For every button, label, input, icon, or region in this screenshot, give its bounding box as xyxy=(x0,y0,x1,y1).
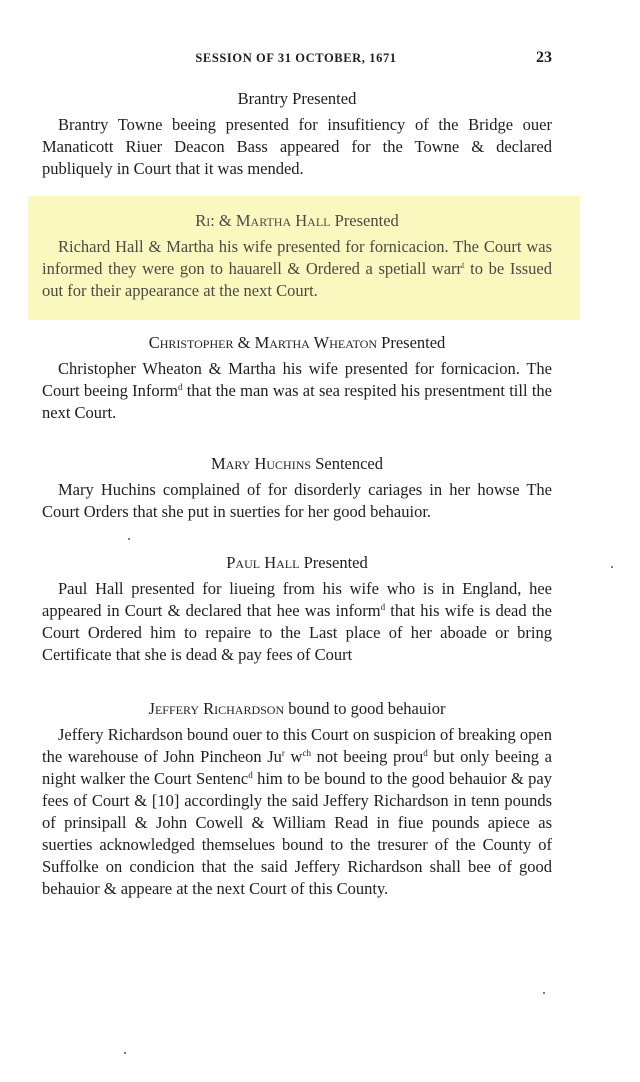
entry-heading xyxy=(42,453,552,475)
entry-heading xyxy=(42,332,552,354)
entry-paul-hall xyxy=(42,552,552,666)
entry-brantry xyxy=(42,88,552,180)
page-number: 23 xyxy=(536,49,552,66)
heading-names: Ri: & Martha Hall xyxy=(195,211,331,230)
heading-action: bound to good behauior xyxy=(288,699,446,718)
entry-ri-martha-hall xyxy=(42,210,552,302)
scan-speck xyxy=(543,992,545,994)
entry-text: Richard Hall & Martha his wife presented for fornicacion. The Court was informed they were gon to hauarell & Ordered a spetiall warr$^t$ to be Issued out for their appearance at the next Court. xyxy=(42,237,552,300)
running-head xyxy=(40,51,552,69)
entry-heading xyxy=(42,210,552,232)
entry-text: Paul Hall presented for liueing from his wife who is in England, hee appeared in Court & declared that hee was inform$^d$ that his wife is dead the Court Ordered him to repaire to the Last place of her aboade or bring Certificate that she is dead & pay fees of Court xyxy=(42,579,552,664)
entry-jeffery-richardson xyxy=(42,698,552,900)
heading-action: Presented xyxy=(381,333,446,352)
scan-speck xyxy=(611,566,613,568)
scan-speck xyxy=(128,538,130,540)
heading-action: Sentenced xyxy=(315,454,383,473)
heading-action: Presented xyxy=(303,553,368,572)
heading-names: Paul Hall xyxy=(226,553,300,572)
heading-names: Jeffery Richardson xyxy=(148,699,285,718)
scan-speck xyxy=(124,1052,126,1054)
running-head-title: SESSION OF 31 OCTOBER, 1671 xyxy=(195,51,397,65)
entry-text: Brantry Towne beeing presented for insufitiency of the Bridge ouer Manaticott Riuer Deacon Bass appeared for the Towne & declared publiquely in Court that it was mended. xyxy=(42,115,552,178)
entry-text: Mary Huchins complained of for disorderly cariages in her howse The Court Orders that she put in suerties for her good behauior. xyxy=(42,480,552,521)
entry-mary-huchins xyxy=(42,453,552,523)
entry-heading xyxy=(42,698,552,720)
heading-names: Christopher & Martha Wheaton xyxy=(148,333,378,352)
entry-wheaton xyxy=(42,332,552,424)
heading-action: Presented xyxy=(334,211,399,230)
entry-heading xyxy=(42,552,552,574)
entry-heading: Brantry Presented xyxy=(237,89,357,108)
heading-names: Mary Huchins xyxy=(211,454,312,473)
entry-text: Jeffery Richardson bound ouer to this Court on suspicion of breaking open the warehouse of John Pincheon Ju$^r$ $w^{ch}$ not beeing prou$^d$ but only beeing a night walker the Court Sentenc$^d$ him to be bound to the good behauior & pay fees of Court & [10] accordingly the said Jeffery Richardson in tenn pounds of prinsipall & John Cowell & William Read in fiue pounds apiece as suerties acknowledged themselues bound to the tresurer of the County of Suffolke on condicion that the said Jeffery Richardson shall bee of good behauior & appeare at the next Court of this County. xyxy=(42,725,552,898)
entry-text: Christopher Wheaton & Martha his wife presented for fornicacion. The Court beeing Inform$^d$ that the man was at sea respited his presentment till the next Court. xyxy=(42,359,552,422)
